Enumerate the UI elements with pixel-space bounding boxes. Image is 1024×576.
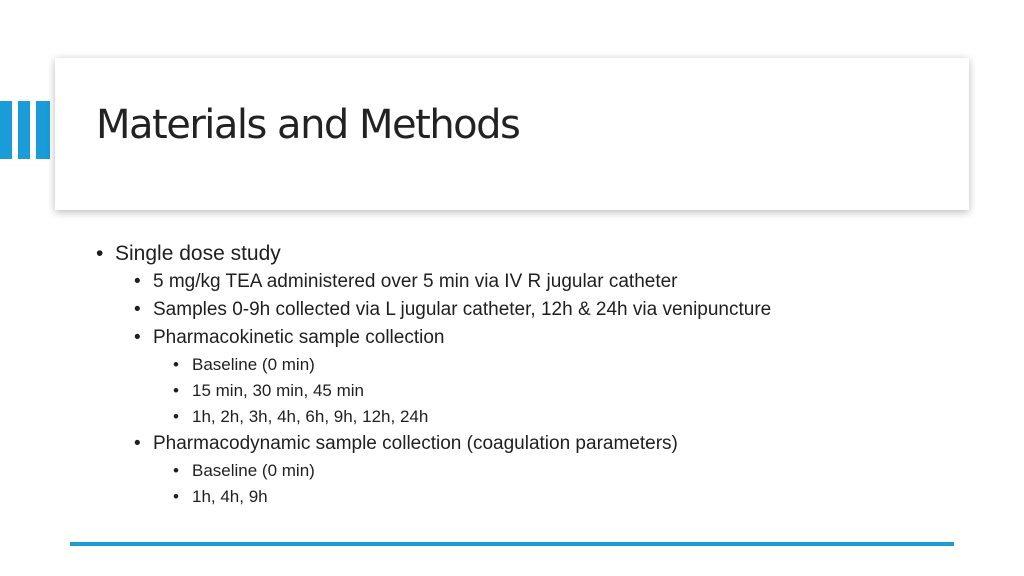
bullet-level3: • Baseline (0 min)	[173, 352, 984, 378]
bullet-level3: • 1h, 2h, 3h, 4h, 6h, 9h, 12h, 24h	[173, 404, 984, 430]
bullet-level2: • Samples 0-9h collected via L jugular catheter, 12h & 24h via venipuncture	[134, 296, 984, 324]
bullet-level2: • Pharmacokinetic sample collection	[134, 324, 984, 352]
slide-title: Materials and Methods	[96, 102, 520, 148]
bullet-level3: • 1h, 4h, 9h	[173, 484, 984, 510]
bottom-divider	[70, 542, 954, 546]
accent-bar	[0, 101, 12, 159]
bullet-level3: • Baseline (0 min)	[173, 458, 984, 484]
accent-bar	[18, 101, 30, 159]
bullet-level2: • 5 mg/kg TEA administered over 5 min via IV R jugular catheter	[134, 268, 984, 296]
bullet-list	[96, 240, 984, 510]
title-card	[55, 58, 969, 210]
accent-bar	[36, 101, 50, 159]
bullet-level1: • Single dose study	[96, 240, 984, 268]
bullet-level3: • 15 min, 30 min, 45 min	[173, 378, 984, 404]
bullet-level2: • Pharmacodynamic sample collection (coagulation parameters)	[134, 430, 984, 458]
